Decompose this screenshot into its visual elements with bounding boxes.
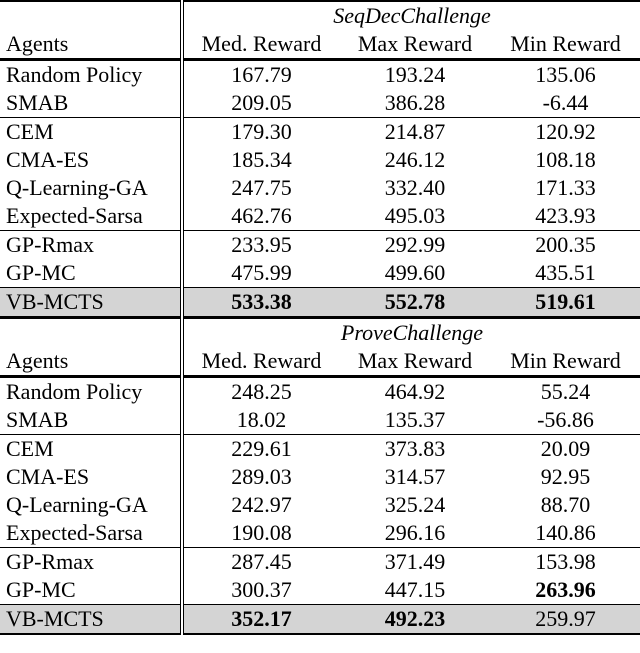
section-title-spacer bbox=[0, 1, 182, 30]
reward-value: 289.03 bbox=[231, 464, 292, 489]
table-row bbox=[0, 435, 640, 464]
reward-value: 447.15 bbox=[384, 577, 446, 602]
reward-value: 92.95 bbox=[540, 464, 591, 489]
agent-name: Expected-Sarsa bbox=[0, 202, 182, 231]
reward-value: 332.40 bbox=[384, 175, 446, 200]
metric-header: Max Reward bbox=[357, 348, 473, 373]
reward-value: 135.37 bbox=[384, 407, 446, 432]
reward-value: 259.97 bbox=[491, 605, 640, 635]
reward-value: 120.92 bbox=[491, 118, 640, 147]
reward-value: 263.96 bbox=[535, 577, 596, 602]
reward-value: 352.17 bbox=[182, 605, 339, 635]
table-row bbox=[0, 605, 640, 635]
agent-name: CMA-ES bbox=[0, 146, 182, 174]
metric-header: Med. Reward bbox=[201, 31, 322, 56]
table-row bbox=[0, 377, 640, 407]
reward-value: 287.45 bbox=[182, 548, 339, 577]
table-row bbox=[0, 118, 640, 147]
reward-value: 552.78 bbox=[339, 288, 491, 318]
metric-header: Min Reward bbox=[510, 348, 621, 373]
agents-header: Agents bbox=[0, 30, 182, 60]
reward-value: 20.09 bbox=[491, 435, 640, 464]
reward-value: 462.76 bbox=[231, 203, 292, 228]
reward-value: 247.75 bbox=[231, 175, 292, 200]
reward-value: 153.98 bbox=[491, 548, 640, 577]
reward-value: 386.28 bbox=[384, 90, 446, 115]
table-body bbox=[0, 1, 640, 634]
reward-value: 248.25 bbox=[182, 377, 339, 407]
section-title-row bbox=[0, 1, 640, 30]
table-row bbox=[0, 174, 640, 202]
reward-value: 371.49 bbox=[339, 548, 491, 577]
agent-name: CEM bbox=[0, 435, 182, 464]
agent-name: VB-MCTS bbox=[0, 605, 182, 635]
reward-value: 242.97 bbox=[231, 492, 292, 517]
agent-name: GP-MC bbox=[0, 259, 182, 288]
table-row bbox=[0, 231, 640, 260]
reward-value: 373.83 bbox=[339, 435, 491, 464]
reward-value: 325.24 bbox=[384, 492, 446, 517]
agent-name: CMA-ES bbox=[0, 463, 182, 491]
reward-value: -6.44 bbox=[542, 90, 589, 115]
agent-name: Q-Learning-GA bbox=[0, 174, 182, 202]
table-row bbox=[0, 288, 640, 318]
agent-name: GP-Rmax bbox=[0, 548, 182, 577]
reward-value: 519.61 bbox=[491, 288, 640, 318]
section-title-spacer bbox=[0, 318, 182, 348]
reward-value: 423.93 bbox=[535, 203, 596, 228]
reward-value: 492.23 bbox=[339, 605, 491, 635]
reward-value: 246.12 bbox=[384, 147, 446, 172]
table-row bbox=[0, 259, 640, 288]
section-title: ProveChallenge bbox=[182, 318, 640, 348]
reward-value: 495.03 bbox=[384, 203, 446, 228]
reward-value: 214.87 bbox=[339, 118, 491, 147]
reward-value: 475.99 bbox=[231, 260, 292, 285]
reward-value: 292.99 bbox=[339, 231, 491, 260]
column-header-row bbox=[0, 347, 640, 377]
agent-name: Expected-Sarsa bbox=[0, 519, 182, 548]
metric-header: Med. Reward bbox=[201, 348, 322, 373]
reward-value: 233.95 bbox=[182, 231, 339, 260]
section-title-row bbox=[0, 318, 640, 348]
reward-value: 533.38 bbox=[182, 288, 339, 318]
reward-value: 296.16 bbox=[384, 520, 446, 545]
agent-name: SMAB bbox=[0, 89, 182, 118]
agent-name: GP-Rmax bbox=[0, 231, 182, 260]
reward-value: 167.79 bbox=[182, 60, 339, 90]
reward-value: 499.60 bbox=[384, 260, 446, 285]
table-row bbox=[0, 463, 640, 491]
reward-value: 209.05 bbox=[231, 90, 292, 115]
reward-value: 185.34 bbox=[231, 147, 292, 172]
reward-value: 179.30 bbox=[182, 118, 339, 147]
agent-name: Q-Learning-GA bbox=[0, 491, 182, 519]
table-row bbox=[0, 89, 640, 118]
column-header-row bbox=[0, 30, 640, 60]
table-row bbox=[0, 519, 640, 548]
reward-value: 193.24 bbox=[339, 60, 491, 90]
table-row bbox=[0, 576, 640, 605]
reward-value: 314.57 bbox=[384, 464, 446, 489]
table-row bbox=[0, 491, 640, 519]
reward-value: 140.86 bbox=[535, 520, 596, 545]
reward-value: 190.08 bbox=[231, 520, 292, 545]
reward-value: 55.24 bbox=[491, 377, 640, 407]
metric-header: Min Reward bbox=[510, 31, 621, 56]
agent-name: Random Policy bbox=[0, 377, 182, 407]
agent-name: SMAB bbox=[0, 406, 182, 435]
reward-value: 88.70 bbox=[540, 492, 591, 517]
reward-value: 200.35 bbox=[491, 231, 640, 260]
reward-value: 108.18 bbox=[535, 147, 596, 172]
reward-value: 171.33 bbox=[535, 175, 596, 200]
reward-value: 300.37 bbox=[231, 577, 292, 602]
table-row bbox=[0, 60, 640, 90]
agent-name: GP-MC bbox=[0, 576, 182, 605]
reward-value: 435.51 bbox=[535, 260, 596, 285]
reward-value: 229.61 bbox=[182, 435, 339, 464]
reward-value: 135.06 bbox=[491, 60, 640, 90]
reward-value: -56.86 bbox=[537, 407, 594, 432]
table-row bbox=[0, 202, 640, 231]
reward-value: 464.92 bbox=[339, 377, 491, 407]
reward-value: 18.02 bbox=[236, 407, 287, 432]
table-row bbox=[0, 406, 640, 435]
table-row bbox=[0, 548, 640, 577]
agent-name: Random Policy bbox=[0, 60, 182, 90]
agent-name: VB-MCTS bbox=[0, 288, 182, 318]
table-row bbox=[0, 146, 640, 174]
agent-name: CEM bbox=[0, 118, 182, 147]
agents-header: Agents bbox=[0, 347, 182, 377]
metric-header: Max Reward bbox=[357, 31, 473, 56]
section-title: SeqDecChallenge bbox=[182, 1, 640, 30]
